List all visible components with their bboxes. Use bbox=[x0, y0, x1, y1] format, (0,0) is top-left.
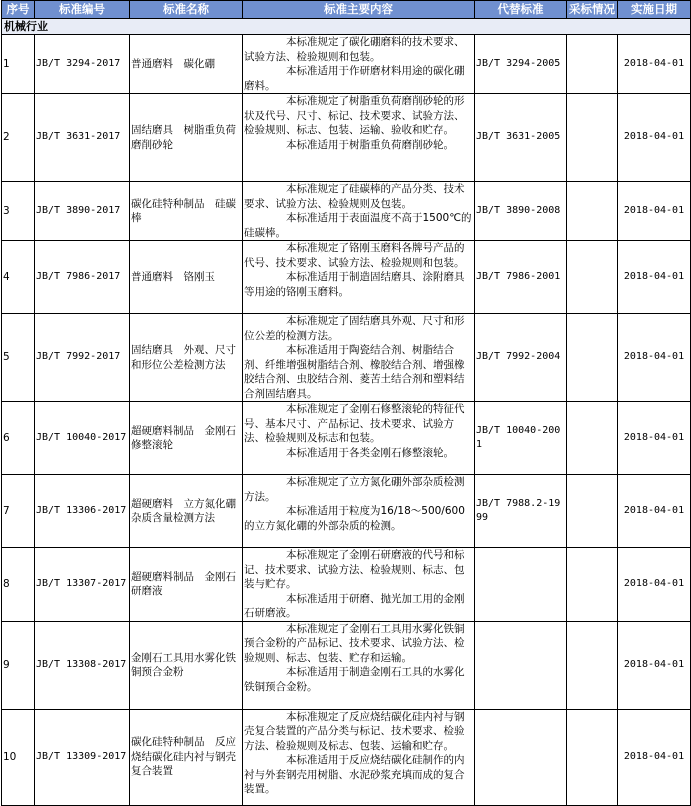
row-replace: JB/T 3294-2005 bbox=[475, 35, 567, 94]
row-adopt bbox=[567, 314, 618, 402]
row-adopt bbox=[567, 241, 618, 314]
row-date: 2018-04-01 bbox=[618, 182, 691, 241]
table-row bbox=[2, 94, 691, 182]
row-replace bbox=[475, 548, 567, 622]
row-code: JB/T 3294-2017 bbox=[35, 35, 130, 94]
row-content bbox=[243, 182, 475, 241]
table-row bbox=[2, 709, 691, 805]
row-name: 碳化硅特种制品 硅碳棒 bbox=[130, 182, 243, 241]
row-no: 2 bbox=[2, 94, 35, 182]
row-code: JB/T 3890-2017 bbox=[35, 182, 130, 241]
row-content bbox=[243, 548, 475, 622]
row-code: JB/T 13309-2017 bbox=[35, 709, 130, 805]
row-date: 2018-04-01 bbox=[618, 94, 691, 182]
content-applicability: 本标准适用于粒度为16/18～500/600的立方氮化硼的外部杂质的检测。 bbox=[244, 505, 465, 532]
row-no: 6 bbox=[2, 402, 35, 475]
row-name: 碳化硅特种制品 反应烧结碳化硅内衬与钢壳复合装置 bbox=[130, 709, 243, 805]
section-row bbox=[2, 19, 691, 35]
row-code: JB/T 13308-2017 bbox=[35, 621, 130, 709]
row-no: 8 bbox=[2, 548, 35, 622]
row-adopt bbox=[567, 621, 618, 709]
row-replace: JB/T 7992-2004 bbox=[475, 314, 567, 402]
row-code: JB/T 13306-2017 bbox=[35, 475, 130, 548]
row-content bbox=[243, 94, 475, 182]
row-replace: JB/T 3631-2005 bbox=[475, 94, 567, 182]
header-no: 序号 bbox=[2, 1, 35, 19]
header-adopt: 采标情况 bbox=[567, 1, 618, 19]
row-code: JB/T 7986-2017 bbox=[35, 241, 130, 314]
row-no: 5 bbox=[2, 314, 35, 402]
header-row bbox=[2, 1, 691, 19]
content-scope: 本标准规定了碳化硼磨料的技术要求、试验方法、检验规则和包装。 bbox=[244, 36, 465, 63]
table-row bbox=[2, 182, 691, 241]
row-content bbox=[243, 402, 475, 475]
row-content bbox=[243, 475, 475, 548]
row-name: 固结磨具 外观、尺寸和形位公差检测方法 bbox=[130, 314, 243, 402]
row-content bbox=[243, 709, 475, 805]
row-replace: JB/T 7986-2001 bbox=[475, 241, 567, 314]
content-scope: 本标准规定了硅碳棒的产品分类、技术要求、试验方法、检验规则及包装。 bbox=[244, 183, 465, 210]
row-name: 固结磨具 树脂重负荷磨削砂轮 bbox=[130, 94, 243, 182]
content-scope: 本标准规定了反应烧结碳化硅内衬与钢壳复合装置的产品分类与标记、技术要求、检验方法、检验规则及标志、包装、运输和贮存。 bbox=[244, 710, 465, 752]
content-applicability: 本标准适用于表面温度不高于1500℃的硅碳棒。 bbox=[244, 212, 472, 239]
table-row bbox=[2, 314, 691, 402]
table-row bbox=[2, 548, 691, 622]
row-code: JB/T 10040-2017 bbox=[35, 402, 130, 475]
table-row bbox=[2, 241, 691, 314]
row-code: JB/T 7992-2017 bbox=[35, 314, 130, 402]
section-title: 机械行业 bbox=[2, 19, 691, 35]
row-adopt bbox=[567, 548, 618, 622]
header-replace: 代替标准 bbox=[475, 1, 567, 19]
row-name: 金刚石工具用水雾化铁铜预合金粉 bbox=[130, 621, 243, 709]
content-applicability: 本标准适用于树脂重负荷磨削砂轮。 bbox=[286, 138, 454, 151]
content-applicability: 本标准适用于制造固结磨具、涂附磨具等用途的铬刚玉磨料。 bbox=[244, 271, 465, 298]
content-applicability: 本标准适用于作研磨材料用途的碳化硼磨料。 bbox=[244, 65, 465, 92]
content-scope: 本标准规定了金刚石修整滚轮的特征代号、基本尺寸、产品标记、技术要求、试验方法、检验规则及标志和包装。 bbox=[244, 403, 465, 444]
row-date: 2018-04-01 bbox=[618, 548, 691, 622]
row-no: 9 bbox=[2, 621, 35, 709]
content-scope: 本标准规定了树脂重负荷磨削砂轮的形状及代号、尺寸、标记、技术要求、试验方法、检验规则、标志、包装、运输、验收和贮存。 bbox=[244, 95, 465, 136]
row-content bbox=[243, 35, 475, 94]
row-replace bbox=[475, 709, 567, 805]
row-date: 2018-04-01 bbox=[618, 402, 691, 475]
content-applicability: 本标准适用于研磨、抛光加工用的金刚石研磨液。 bbox=[244, 592, 465, 619]
content-applicability: 本标准适用于制造金刚石工具的水雾化铁铜预合金粉。 bbox=[244, 666, 465, 693]
row-date: 2018-04-01 bbox=[618, 709, 691, 805]
table-row bbox=[2, 402, 691, 475]
row-name: 超硬磨料 立方氮化硼杂质含量检测方法 bbox=[130, 475, 243, 548]
row-adopt bbox=[567, 402, 618, 475]
row-date: 2018-04-01 bbox=[618, 621, 691, 709]
row-adopt bbox=[567, 94, 618, 182]
header-code: 标准编号 bbox=[35, 1, 130, 19]
row-replace: JB/T 7988.2-1999 bbox=[475, 475, 567, 548]
table-row bbox=[2, 475, 691, 548]
standards-table bbox=[1, 0, 691, 806]
header-content: 标准主要内容 bbox=[243, 1, 475, 19]
content-applicability: 本标准适用于陶瓷结合剂、树脂结合剂、纤维增强树脂结合剂、橡胶结合剂、增强橡胶结合剂、虫胶结合剂、菱苦土结合剂和塑料结合剂固结磨具。 bbox=[244, 344, 465, 400]
row-no: 4 bbox=[2, 241, 35, 314]
row-date: 2018-04-01 bbox=[618, 241, 691, 314]
content-scope: 本标准规定了固结磨具外观、尺寸和形位公差的检测方法。 bbox=[244, 315, 465, 342]
row-date: 2018-04-01 bbox=[618, 35, 691, 94]
row-content bbox=[243, 314, 475, 402]
row-replace: JB/T 10040-2001 bbox=[475, 402, 567, 475]
row-name: 超硬磨料制品 金刚石研磨液 bbox=[130, 548, 243, 622]
table-row bbox=[2, 35, 691, 94]
row-replace bbox=[475, 621, 567, 709]
row-replace: JB/T 3890-2008 bbox=[475, 182, 567, 241]
row-adopt bbox=[567, 475, 618, 548]
row-content bbox=[243, 241, 475, 314]
row-no: 1 bbox=[2, 35, 35, 94]
row-no: 7 bbox=[2, 475, 35, 548]
content-applicability: 本标准适用于反应烧结碳化硅制作的内衬与外套钢壳用树脂、水泥砂浆充填而成的复合装置。 bbox=[244, 754, 465, 795]
row-adopt bbox=[567, 182, 618, 241]
row-code: JB/T 3631-2017 bbox=[35, 94, 130, 182]
content-scope: 本标准规定了金刚石工具用水雾化铁铜预合金粉的产品标记、技术要求、试验方法、检验规则、标志、包装、贮存和运输。 bbox=[244, 622, 465, 664]
row-date: 2018-04-01 bbox=[618, 314, 691, 402]
row-date: 2018-04-01 bbox=[618, 475, 691, 548]
content-scope: 本标准规定了金刚石研磨液的代号和标记、技术要求、试验方法、检验规则、标志、包装与贮存。 bbox=[244, 549, 465, 590]
row-name: 超硬磨料制品 金刚石修整滚轮 bbox=[130, 402, 243, 475]
table-row bbox=[2, 621, 691, 709]
row-name: 普通磨料 铬刚玉 bbox=[130, 241, 243, 314]
row-adopt bbox=[567, 709, 618, 805]
row-content bbox=[243, 621, 475, 709]
row-code: JB/T 13307-2017 bbox=[35, 548, 130, 622]
content-applicability: 本标准适用于各类金刚石修整滚轮。 bbox=[286, 446, 454, 459]
row-adopt bbox=[567, 35, 618, 94]
header-date: 实施日期 bbox=[618, 1, 691, 19]
row-name: 普通磨料 碳化硼 bbox=[130, 35, 243, 94]
content-scope: 本标准规定了铬刚玉磨料各牌号产品的代号、技术要求、试验方法、检验规则和包装。 bbox=[244, 242, 465, 269]
row-no: 3 bbox=[2, 182, 35, 241]
header-name: 标准名称 bbox=[130, 1, 243, 19]
row-no: 10 bbox=[2, 709, 35, 805]
content-scope: 本标准规定了立方氮化硼外部杂质检测方法。 bbox=[244, 476, 465, 503]
